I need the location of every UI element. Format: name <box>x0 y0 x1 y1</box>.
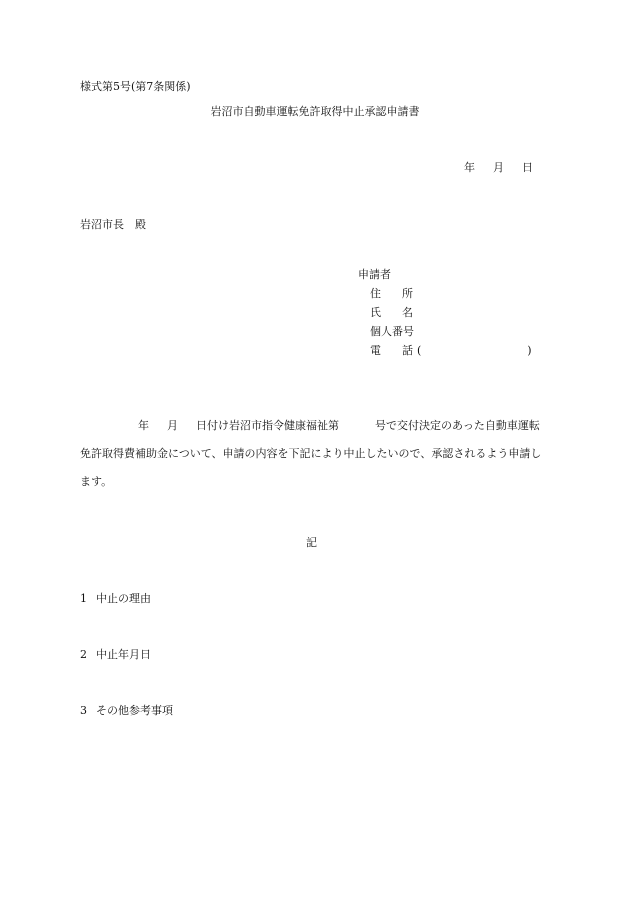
body-year: 年 <box>138 419 149 432</box>
date-line <box>464 161 533 175</box>
body-paragraph <box>80 412 550 496</box>
applicant-block <box>358 265 532 360</box>
list-item: 3 その他参考事項 <box>80 704 173 717</box>
ki-heading: 記 <box>306 536 317 549</box>
phone-close-paren: ) <box>527 344 532 357</box>
date-day: 日 <box>522 161 533 174</box>
date-year: 年 <box>464 161 475 174</box>
body-month: 月 <box>167 419 178 432</box>
body-text-1: 日付け岩沼市指令健康福祉第 <box>196 419 339 432</box>
list-item: 1 中止の理由 <box>80 592 151 605</box>
applicant-heading: 申請者 <box>358 268 391 281</box>
document-title: 岩沼市自動車運転免許取得中止承認申請書 <box>210 105 420 118</box>
form-number: 様式第5号(第7条関係) <box>80 80 191 93</box>
individual-number-label: 個人番号 <box>370 325 414 338</box>
list-item: 2 中止年月日 <box>80 648 151 661</box>
address-label: 住 所 <box>370 287 413 300</box>
date-month: 月 <box>493 161 504 174</box>
phone-open-paren: ( <box>417 344 422 357</box>
addressee: 岩沼市長 殿 <box>80 218 146 231</box>
body-text-2: 号で交付決定のあった自動車運転免許取得費補助金について、申請の内容を下記により中止したいので、承認されるよう申請します。 <box>80 419 542 488</box>
name-label: 氏 名 <box>370 306 413 319</box>
phone-label: 電 話 <box>370 344 413 357</box>
